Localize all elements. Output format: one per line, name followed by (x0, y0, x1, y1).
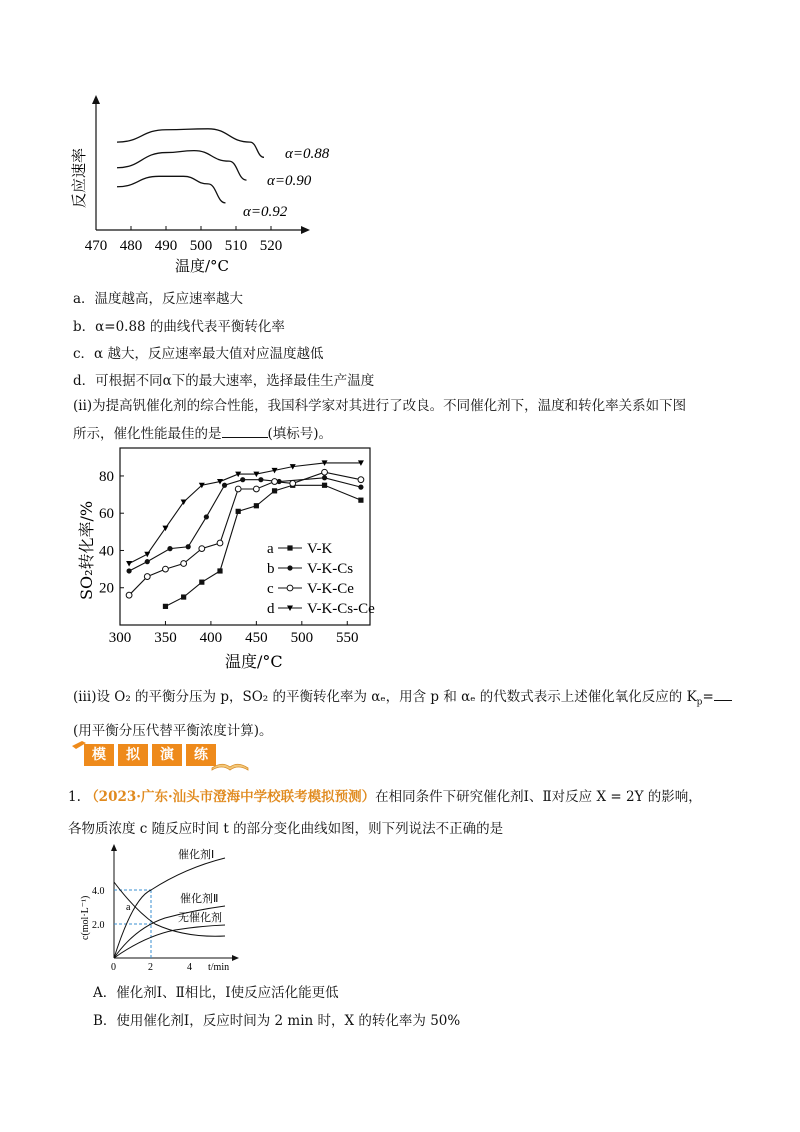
so2-x-tick-label-400: 400 (199, 630, 223, 646)
legend-name-b: V-K-Cs (307, 561, 354, 577)
question-iii-line2: (用平衡分压代替平衡浓度计算)。 (73, 722, 273, 739)
so2-y-tick-label-20: 20 (99, 580, 114, 597)
answer-blank[interactable] (222, 423, 268, 438)
question-1-text2: 各物质浓度 c 随反应时间 t 的部分变化曲线如图，则下列说法 (68, 821, 436, 837)
so2-x-axis-label: 温度/°C (225, 652, 283, 671)
option-B: B．使用催化剂Ⅰ，反应时间为 2 min 时，X 的转化率为 50% (93, 1013, 461, 1029)
point-V-K-Cs-6 (240, 477, 245, 482)
point-V-K-Cs-9 (322, 475, 327, 480)
banner-char-4: 练 (186, 744, 216, 766)
curve-label-1: α=0.90 (267, 173, 312, 189)
c-xtick-4: 4 (187, 962, 192, 973)
point-V-K-2 (199, 580, 204, 585)
curve-α=0.88 (117, 129, 264, 158)
so2-conversion-chart (70, 440, 380, 675)
label-a: a (126, 902, 131, 913)
question-iii (73, 683, 733, 745)
so2-x-tick-label-450: 450 (245, 630, 268, 646)
option-b: b．α=0.88 的曲线代表平衡转化率 (73, 319, 285, 335)
c-ytick-2: 2.0 (92, 920, 105, 931)
label-catalyst-1: 催化剂Ⅰ (178, 848, 215, 861)
y-axis-label: 反应速率 (70, 147, 88, 208)
point-V-K-Ce-3 (181, 561, 187, 567)
c-y-label: c(mol·L⁻¹) (80, 895, 91, 940)
point-V-K-3 (217, 568, 222, 573)
point-V-K-Ce-5 (217, 540, 223, 546)
emphasis-incorrect: 不正确 (435, 821, 477, 837)
legend-code-c: c (267, 581, 274, 597)
point-V-K-Cs-10 (358, 485, 363, 490)
x-axis-label: 温度/°C (175, 257, 230, 275)
point-V-K-Ce-2 (163, 566, 169, 572)
legend-marker-b (287, 565, 292, 570)
x-tick-label-490: 490 (154, 238, 178, 254)
y-axis-arrow (92, 95, 100, 104)
legend-name-a: V-K (307, 541, 333, 557)
point-V-K-Ce-0 (126, 592, 132, 598)
x-tick-label-520: 520 (259, 238, 283, 254)
option-c: c．α 越大，反应速率最大值对应温度越低 (73, 346, 324, 362)
point-V-K-1 (181, 594, 186, 599)
question-iii-text: (ⅲ)设 O₂ 的平衡分压为 p，SO₂ 的平衡转化率为 αₑ，用含 p 和 αₑ 的代数式表示上述催化氧化反应的 K (73, 689, 697, 705)
question-1-line2 (68, 815, 758, 843)
banner-char-2: 拟 (118, 744, 148, 766)
question-1-source: （2023·广东·汕头市澄海中学校联考模拟预测） (85, 789, 376, 805)
point-V-K-Cs-3 (186, 544, 191, 549)
point-V-K-Ce-8 (272, 479, 278, 485)
option-a: a．温度越高，反应速率越大 (73, 291, 244, 307)
point-V-K-Ce-11 (358, 477, 364, 483)
x-tick-label-500: 500 (189, 238, 213, 254)
question-1-text3: 的是 (476, 821, 504, 837)
so2-y-axis-label: SO₂转化率/% (77, 500, 96, 600)
question-1-number: 1. (68, 789, 81, 805)
c-y-axis-arrow (111, 844, 117, 851)
point-V-K-0 (163, 604, 168, 609)
point-V-K-Ce-4 (199, 546, 205, 552)
concentration-time-chart (75, 840, 255, 975)
legend-marker-c (287, 585, 293, 591)
curve-α=0.92 (117, 176, 226, 203)
point-V-K-Cs-7 (258, 477, 263, 482)
legend-name-d: V-K-Cs-Ce (307, 601, 375, 617)
question-1 (68, 783, 758, 843)
question-1-text: 在相同条件下研究催化剂Ⅰ、Ⅱ对反应 X = 2Y 的影响， (375, 789, 702, 805)
so2-y-tick-label-40: 40 (99, 543, 114, 560)
so2-y-tick-label-80: 80 (99, 468, 114, 485)
banner-char-3: 演 (152, 744, 182, 766)
x-tick-label-470: 470 (84, 238, 108, 254)
so2-x-tick-label-500: 500 (290, 630, 314, 646)
book-icon (210, 758, 250, 772)
section-banner (70, 738, 270, 772)
question-ii-line1: (ⅱ)为提高钒催化剂的综合性能，我国科学家对其进行了改良。不同催化剂下，温度和转化率关系如下图 (73, 398, 687, 414)
c-x-axis-arrow (232, 955, 239, 961)
point-V-K-Ce-7 (253, 486, 259, 492)
kp-answer-blank[interactable] (714, 686, 732, 701)
point-V-K-Cs-0 (126, 568, 131, 573)
rate-temperature-chart (60, 90, 350, 275)
question-ii-text: 所示，催化性能最佳的是 (73, 426, 222, 442)
label-catalyst-2: 催化剂Ⅱ (180, 892, 219, 905)
question-1-line1 (68, 783, 758, 811)
option-d: d．可根据不同α下的最大速率，选择最佳生产温度 (73, 373, 375, 389)
point-V-K-Ce-6 (235, 486, 241, 492)
c-xtick-2: 2 (148, 962, 153, 973)
point-V-K-Cs-5 (222, 483, 227, 488)
catalyst-1-curve (114, 858, 225, 958)
point-V-K-Ce-9 (290, 481, 296, 487)
question-iii-line1 (73, 683, 733, 717)
point-V-K-6 (272, 488, 277, 493)
legend-code-b: b (267, 561, 275, 577)
point-V-K-5 (254, 503, 259, 508)
c-ytick-4: 4.0 (92, 886, 105, 897)
so2-x-tick-label-350: 350 (154, 630, 177, 646)
legend-code-a: a (267, 541, 274, 557)
so2-y-tick-label-60: 60 (99, 506, 114, 523)
point-V-K-Ce-1 (144, 574, 150, 580)
x-axis-arrow (301, 226, 310, 234)
point-V-K-Cs-1 (145, 559, 150, 564)
x-tick-label-510: 510 (224, 238, 248, 254)
banner-char-1: 模 (84, 744, 114, 766)
point-V-K-Cs-Ce-0 (126, 561, 132, 567)
legend-name-c: V-K-Ce (307, 581, 354, 597)
curve-label-0: α=0.88 (285, 146, 330, 162)
point-V-K-8 (322, 483, 327, 488)
point-V-K-9 (358, 498, 363, 503)
legend-marker-a (287, 545, 292, 550)
point-V-K-Cs-Ce-1 (144, 552, 150, 558)
point-V-K-4 (236, 509, 241, 514)
x-tick-label-480: 480 (119, 238, 143, 254)
kp-equals: = (702, 689, 714, 705)
point-V-K-Cs-2 (167, 546, 172, 551)
legend-code-d: d (267, 601, 275, 617)
so2-x-tick-label-300: 300 (108, 630, 132, 646)
curve-label-2: α=0.92 (243, 204, 288, 220)
c-x-label: t/min (208, 962, 230, 973)
point-V-K-Ce-10 (322, 469, 328, 475)
c-xtick-0: 0 (111, 962, 116, 973)
point-V-K-Cs-4 (204, 514, 209, 519)
kp-subscript: p (696, 697, 703, 708)
so2-x-tick-label-550: 550 (336, 630, 359, 646)
label-no-catalyst: 无催化剂 (178, 911, 222, 924)
option-A: A．催化剂Ⅰ、Ⅱ相比，Ⅰ使反应活化能更低 (93, 985, 339, 1001)
question-ii-suffix: (填标号)。 (267, 426, 333, 442)
